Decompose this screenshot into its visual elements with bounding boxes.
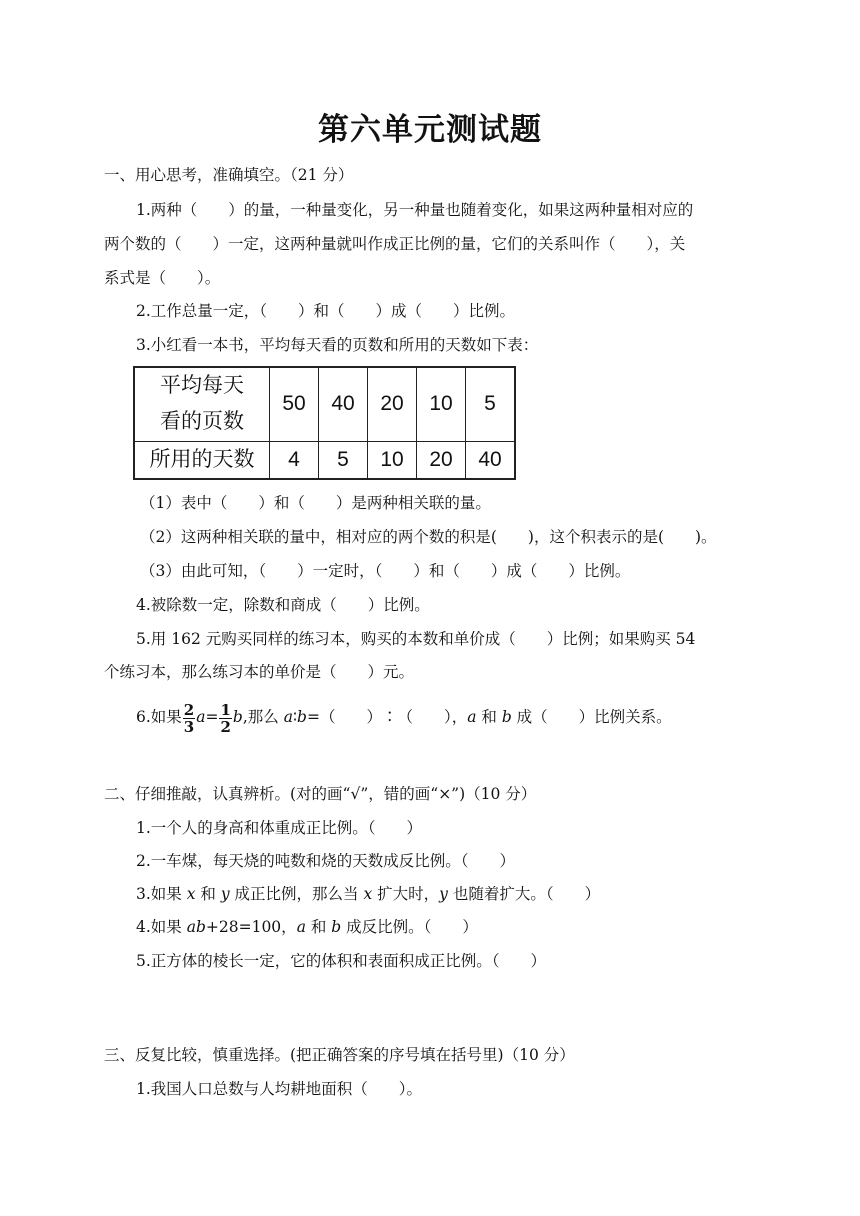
s1-q6: 6.如果 $\frac{2}{3}$ a= $\frac{1}{2}$ b,那么 a∶b=（ ）∶（ ），a 和 b 成（ ）比例关系。 (136, 700, 672, 736)
s2-q3: 3.如果 x 和 y 成正比例，那么当 x 扩大时，y 也随着扩大。（ ） (136, 885, 601, 903)
table-row (134, 367, 515, 441)
s1-q2: 2.工作总量一定，（ ）和（ ）成（ ）比例。 (136, 302, 516, 320)
section1-heading: 一、用心思考，准确填空。（21 分） (104, 166, 354, 184)
table-cell: 5 (319, 441, 368, 479)
s2-q4: 4.如果 ab+28=100，a 和 b 成反比例。（ ） (136, 918, 478, 936)
s1-q1-line2: 两个数的（ ）一定，这两种量就叫作成正比例的量，它们的关系叫作（ ），关 (104, 235, 686, 253)
page-title: 第六单元测试题 (318, 112, 542, 148)
s1-q4: 4.被除数一定，除数和商成（ ）比例。 (136, 596, 430, 614)
s1-q3-sub2: （2）这两种相关联的量中，相对应的两个数的积是( )，这个积表示的是( )。 (140, 528, 717, 546)
table-cell: 20 (417, 441, 466, 479)
table-header-days: 所用的天数 (134, 441, 270, 479)
table-header-pages: 平均每天 看的页数 (134, 367, 270, 441)
table-cell: 10 (368, 441, 417, 479)
table-cell: 20 (368, 367, 417, 441)
s1-q3-sub1: （1）表中（ ）和（ ）是两种相关联的量。 (140, 494, 491, 512)
fraction-one-half: $\frac{1}{2}$ (220, 700, 231, 736)
table-row (134, 441, 515, 479)
s1-q1-line3: 系式是（ ）。 (104, 269, 221, 287)
table-cell: 4 (270, 441, 319, 479)
s1-q1-line1: 1.两种（ ）的量，一种量变化，另一种量也随着变化，如果这两种量相对应的 (136, 201, 694, 219)
s1-q5-line2: 个练习本，那么练习本的单价是（ ）元。 (104, 663, 415, 681)
table-cell: 40 (319, 367, 368, 441)
table-cell: 5 (466, 367, 516, 441)
s3-q1: 1.我国人口总数与人均耕地面积（ ）。 (136, 1080, 423, 1098)
s1-q3: 3.小红看一本书，平均每天看的页数和所用的天数如下表： (136, 336, 539, 354)
s2-q1: 1.一个人的身高和体重成正比例。（ ） (136, 819, 423, 837)
fraction-two-thirds: $\frac{2}{3}$ (183, 700, 195, 736)
section2-heading: 二、仔细推敲，认真辨析。(对的画“√”，错的画“×”)（10 分） (104, 785, 537, 803)
table-cell: 50 (270, 367, 319, 441)
section3-heading: 三、反复比较，慎重选择。(把正确答案的序号填在括号里)（10 分） (104, 1046, 575, 1064)
s2-q2: 2.一车煤，每天烧的吨数和烧的天数成反比例。（ ） (136, 852, 516, 870)
table-cell: 40 (466, 441, 516, 479)
s2-q5: 5.正方体的棱长一定，它的体积和表面积成正比例。（ ） (136, 952, 547, 970)
s1-q3-sub3: （3）由此可知，（ ）一定时，（ ）和（ ）成（ ）比例。 (140, 562, 631, 580)
table-cell: 10 (417, 367, 466, 441)
s1-q5-line1: 5.用 162 元购买同样的练习本，购买的本数和单价成（ ）比例；如果购买 54 (136, 630, 696, 648)
pages-days-table (133, 366, 516, 480)
